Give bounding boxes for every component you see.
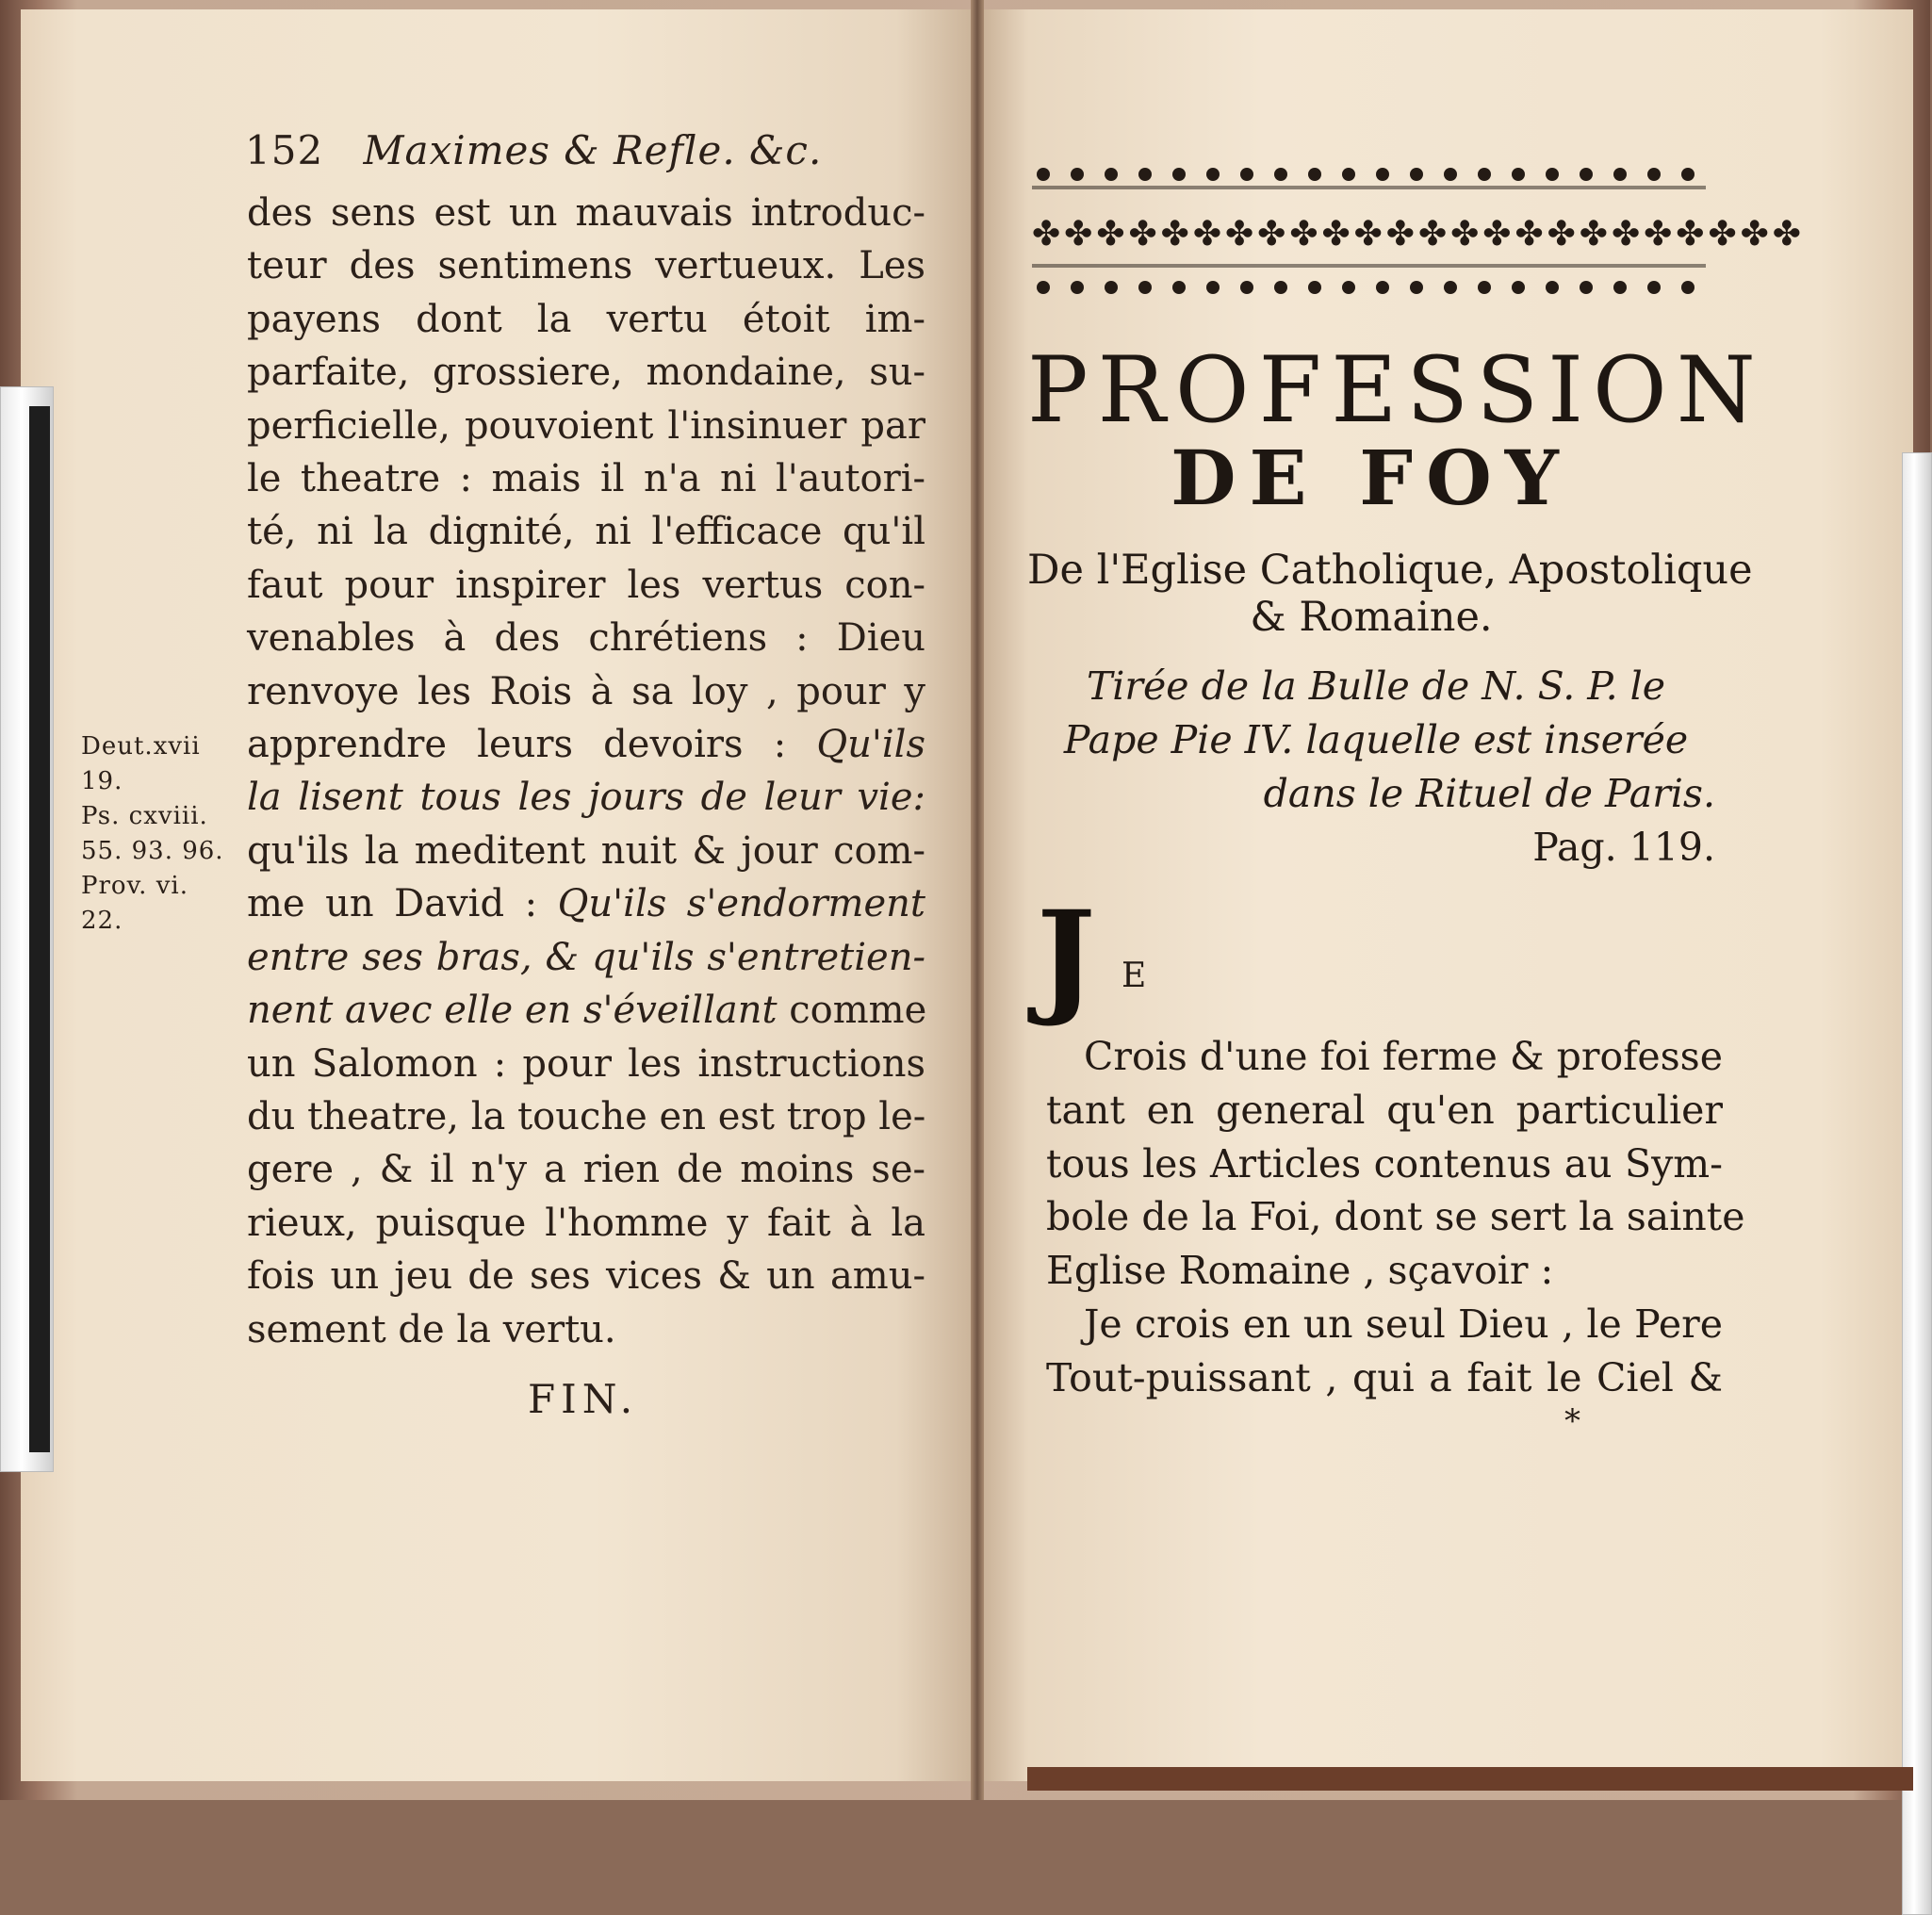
right-page-clip: [1902, 452, 1932, 1915]
running-head: [245, 127, 924, 173]
text-line: perficielle, pouvoient l'insinuer par: [247, 403, 925, 448]
text-line: payens dont la vertu étoit im-: [247, 297, 925, 341]
printer-ornament: [1032, 146, 1805, 311]
margin-notes: [81, 729, 241, 939]
text-line: [247, 877, 925, 930]
margin-note: Prov. vi.: [81, 872, 188, 900]
text-segment: me un David :: [247, 882, 558, 926]
text-line: du theatre, la touche en est trop le-: [247, 1094, 926, 1138]
text-line: tant en general qu'en particulier: [1046, 1087, 1723, 1133]
margin-note: 55. 93. 96.: [81, 837, 224, 865]
text-segment: comme: [777, 989, 927, 1033]
end-mark: FIN.: [528, 1376, 639, 1422]
signature-mark: *: [1564, 1402, 1580, 1440]
margin-note: 19.: [81, 767, 123, 795]
text-line: Tout-puissant , qui a fait le Ciel &: [1046, 1354, 1723, 1400]
running-title: Maximes & Refle. &c.: [363, 127, 823, 173]
text-line: qu'ils la meditent nuit & jour com-: [247, 828, 925, 873]
source-page-ref: Pag. 119.: [1532, 825, 1715, 870]
text-line: tous les Articles contenus au Sym-: [1046, 1140, 1723, 1187]
page-number: 152: [245, 127, 324, 173]
text-line: fois un jeu de ses vices & un amu-: [247, 1254, 925, 1299]
source-line: Tirée de la Bulle de N. S. P. le: [1086, 663, 1666, 709]
margin-note: 22.: [81, 907, 123, 935]
text-line: un Salomon : pour les instructions: [247, 1041, 925, 1086]
text-line: Je crois en un seul Dieu , le Pere: [1084, 1301, 1723, 1347]
binding-edge: [1027, 1767, 1913, 1791]
text-line: té, ni la dignité, ni l'efficace qu'il: [247, 510, 925, 554]
svg-text:✤✤✤✤✤✤✤✤✤✤✤✤✤✤✤✤✤✤✤✤✤✤✤✤: ✤✤✤✤✤✤✤✤✤✤✤✤✤✤✤✤✤✤✤✤✤✤✤✤: [1032, 215, 1805, 254]
drop-cap: J: [1037, 884, 1096, 1030]
source-italic: dans le Rituel de Paris.: [1263, 771, 1715, 816]
italic-line: la lisent tous les jours de leur vie:: [247, 776, 925, 820]
title-subtitle: DE FOY: [1171, 434, 1572, 522]
text-line: gere , & il n'y a rien de moins se-: [247, 1148, 925, 1192]
text-line: [247, 718, 925, 771]
source-line: [1037, 767, 1715, 875]
italic-segment: Qu'ils s'endorment: [557, 882, 925, 926]
title-main: PROFESSION: [1027, 337, 1765, 443]
text-line: sement de la vertu.: [247, 1307, 616, 1351]
left-page-clip: [0, 386, 54, 1472]
text-line: rieux, puisque l'homme y fait à la: [247, 1201, 925, 1245]
text-line: des sens est un mauvais introduc-: [247, 191, 925, 235]
church-line: & Romaine.: [1250, 594, 1493, 641]
clip-dark-strip: [29, 406, 50, 1452]
book-gutter: [971, 0, 984, 1800]
source-note: [1037, 660, 1715, 875]
text-line: le theatre : mais il n'a ni l'autori-: [247, 457, 925, 501]
church-line: De l'Eglise Catholique, Apostolique: [1027, 547, 1753, 594]
drop-cap-rest: E: [1122, 957, 1149, 995]
text-line: venables à des chrétiens : Dieu: [247, 616, 925, 661]
text-line: Eglise Romaine , sçavoir :: [1046, 1248, 1554, 1294]
text-line: [247, 984, 925, 1037]
text-segment: apprendre leurs devoirs :: [247, 723, 817, 767]
source-line: Pape Pie IV. laquelle est inserée: [1063, 717, 1689, 762]
text-line: renvoye les Rois à sa loy , pour y: [247, 669, 925, 713]
italic-segment: Qu'ils: [816, 723, 925, 767]
margin-note: Deut.xvii: [81, 732, 201, 761]
text-line: teur des sentimens vertueux. Les: [247, 244, 925, 288]
italic-segment: nent avec elle en s'éveillant: [247, 989, 778, 1033]
left-body-text: [247, 187, 925, 1356]
margin-note: Ps. cxviii.: [81, 802, 208, 830]
text-line: faut pour inspirer les vertus con-: [247, 563, 925, 607]
italic-line: entre ses bras, & qu'ils s'entretien-: [247, 935, 925, 979]
text-line: parfaite, grossiere, mondaine, su-: [247, 351, 925, 395]
right-body-text: [1046, 1030, 1745, 1405]
text-line: bole de la Foi, dont se sert la sainte: [1046, 1194, 1745, 1240]
text-line: Crois d'une foi ferme & professe: [1084, 1034, 1723, 1079]
